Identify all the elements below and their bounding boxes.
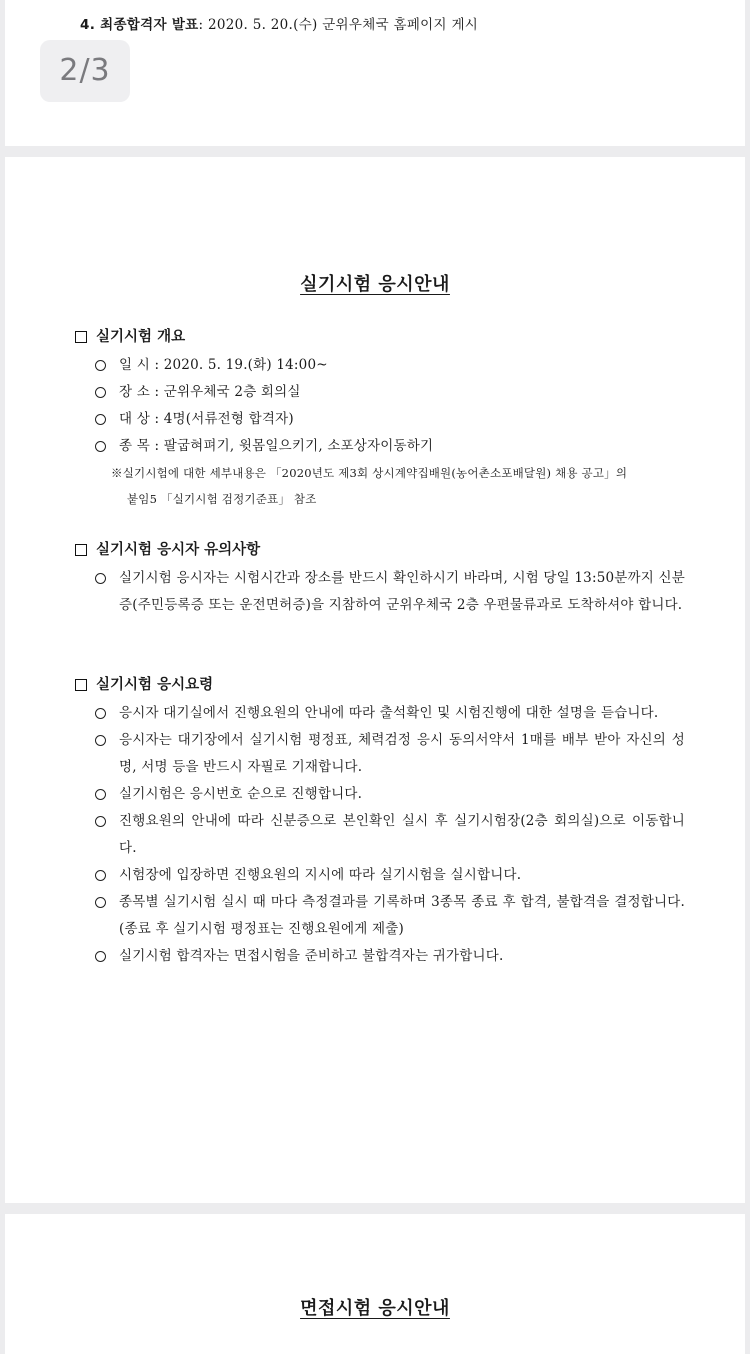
square-bullet-icon	[75, 544, 87, 556]
list-item-text: 시험장에 입장하면 진행요원의 지시에 따라 실기시험을 실시합니다.	[119, 867, 522, 883]
final-announcement-line	[80, 13, 478, 33]
section-heading	[75, 326, 685, 348]
circle-bullet-icon	[95, 414, 106, 425]
section-overview	[75, 326, 685, 512]
circle-bullet-icon	[95, 360, 106, 371]
list-item-text: 실기시험 합격자는 면접시험을 준비하고 불합격자는 귀가합니다.	[119, 948, 504, 964]
circle-bullet-icon	[95, 897, 106, 908]
section-heading-text: 실기시험 응시요령	[96, 677, 214, 693]
final-announcement-text: : 2020. 5. 20.(수) 군위우체국 홈페이지 게시	[198, 17, 479, 33]
list-item	[75, 889, 685, 943]
section-heading	[75, 674, 685, 696]
section-precautions	[75, 539, 685, 619]
circle-bullet-icon	[95, 573, 106, 584]
procedure-list	[75, 700, 685, 970]
list-item	[75, 808, 685, 862]
square-bullet-icon	[75, 679, 87, 691]
circle-bullet-icon	[95, 441, 106, 452]
list-item	[75, 700, 685, 727]
circle-bullet-icon	[95, 951, 106, 962]
list-item-text: 진행요원의 안내에 따라 신분증으로 본인확인 실시 후 실기시험장(2층 회의실)으로 이동합니다.	[119, 813, 685, 856]
page-title: 실기시험 응시안내	[300, 274, 450, 295]
section-heading-text: 실기시험 응시자 유의사항	[96, 542, 261, 558]
list-item	[75, 727, 685, 781]
list-item	[75, 565, 685, 619]
overview-list	[75, 352, 685, 460]
circle-bullet-icon	[95, 870, 106, 881]
list-item-text: 실기시험은 응시번호 순으로 진행합니다.	[119, 786, 363, 802]
section-procedure	[75, 674, 685, 970]
list-item	[75, 379, 685, 406]
reference-note-continued: 붙임5 「실기시험 검정기준표」 참조	[127, 492, 317, 506]
list-item-text: 응시자 대기실에서 진행요원의 안내에 따라 출석확인 및 시험진행에 대한 설명을 듣습니다.	[119, 705, 659, 721]
list-item	[75, 781, 685, 808]
list-item-text: 종목별 실기시험 실시 때 마다 측정결과를 기록하며 3종목 종료 후 합격, 불합격을 결정합니다. (종료 후 실기시험 평정표는 진행요원에게 제출)	[119, 894, 685, 937]
list-item	[75, 352, 685, 379]
circle-bullet-icon	[95, 816, 106, 827]
list-item-text: 장 소 : 군위우체국 2층 회의실	[119, 384, 301, 400]
list-item-text: 실기시험 응시자는 시험시간과 장소를 반드시 확인하시기 바라며, 시험 당일 13:50분까지 신분증(주민등록증 또는 운전면허증)을 지참하여 군위우체국 2층 우편물류과로 도착하셔야 합니다.	[119, 570, 685, 613]
circle-bullet-icon	[95, 735, 106, 746]
circle-bullet-icon	[95, 708, 106, 719]
precautions-list	[75, 565, 685, 619]
document-page-3	[5, 1214, 745, 1354]
page-indicator: 2/3	[40, 40, 130, 102]
list-item-text: 종 목 : 팔굽혀펴기, 윗몸일으키기, 소포상자이동하기	[119, 438, 434, 454]
list-item-text: 일 시 : 2020. 5. 19.(화) 14:00~	[119, 357, 328, 373]
reference-note: ※실기시험에 대한 세부내용은 「2020년도 제3회 상시계약집배원(농어촌소포배달원) 채용 공고」의	[111, 466, 628, 480]
section-heading-text: 실기시험 개요	[96, 329, 186, 345]
list-item	[75, 862, 685, 889]
circle-bullet-icon	[95, 387, 106, 398]
list-item-text: 대 상 : 4명(서류전형 합격자)	[119, 411, 294, 427]
final-announcement-label: 4. 최종합격자 발표	[80, 17, 199, 33]
document-page-2	[5, 157, 745, 1203]
list-item	[75, 406, 685, 433]
list-item	[75, 433, 685, 460]
section-heading	[75, 539, 685, 561]
circle-bullet-icon	[95, 789, 106, 800]
square-bullet-icon	[75, 331, 87, 343]
page-title: 면접시험 응시안내	[300, 1298, 450, 1319]
list-item-text: 응시자는 대기장에서 실기시험 평정표, 체력검정 응시 동의서약서 1매를 배부 받아 자신의 성명, 서명 등을 반드시 자필로 기재합니다.	[119, 732, 685, 775]
list-item	[75, 943, 685, 970]
